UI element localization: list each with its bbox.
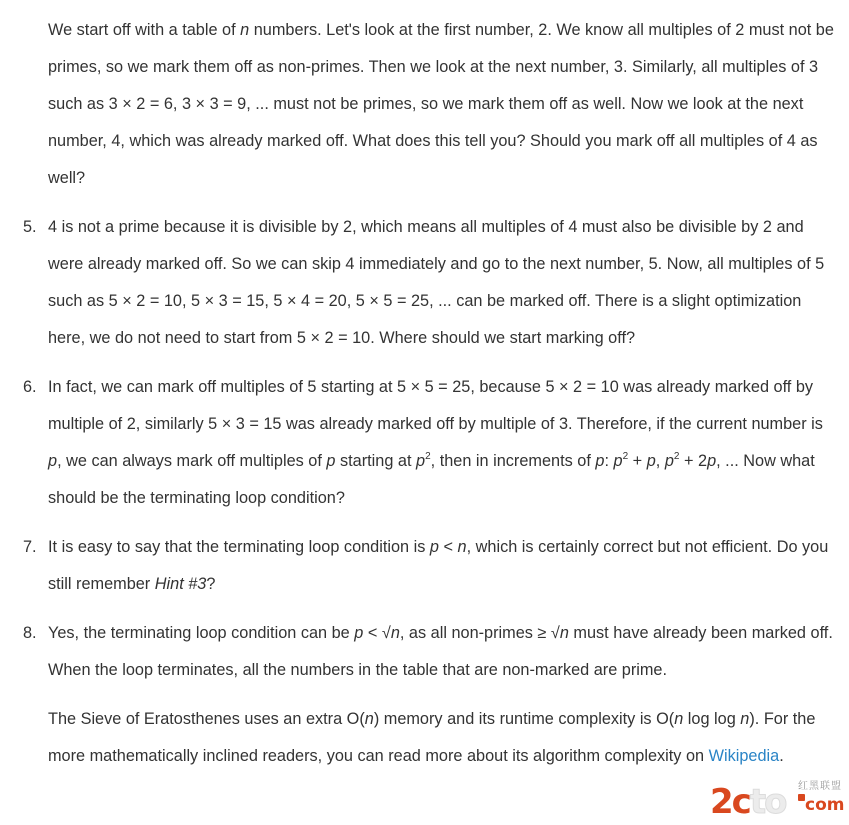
closing-paragraph: The Sieve of Eratosthenes uses an extra O(n) memory and its runtime complexity is O(n log log n). For the more mathematically inclined readers, you can read more about its algorithm complexity on Wikipedia.	[48, 710, 816, 765]
site-watermark-logo	[710, 780, 848, 824]
list-number: 8.	[23, 624, 37, 642]
list-item-text: It is easy to say that the terminating loop condition is p < n, which is certainly correct but not efficient. Do you still remember Hint #3?	[48, 538, 829, 593]
watermark-chinese-text: 红黑联盟	[798, 781, 842, 792]
article-content	[0, 12, 849, 787]
list-item-text: 4 is not a prime because it is divisible by 2, which means all multiples of 4 must also be divisible by 2 and were already marked off. So we can skip 4 immediately and go to the next number, 5. Now, all multiples of 5 such as 5 × 2 = 10, 5 × 3 = 15, 5 × 4 = 20, 5 × 5 = 25, ... can be marked off. There is a slight optimization here, we do not need to start from 5 × 2 = 10. Where should we start marking off?	[48, 218, 825, 347]
list-item-8	[23, 615, 840, 689]
list-number: 5.	[23, 218, 37, 236]
list-item-text: Yes, the terminating loop condition can be p < √n, as all non-primes ≥ √n must have already been marked off. When the loop terminates, all the numbers in the table that are non-marked are prime.	[48, 624, 833, 679]
hint-reference: Hint #3	[154, 575, 207, 593]
list-item-7	[23, 529, 840, 603]
list-item-6	[23, 369, 840, 517]
intro-paragraph: We start off with a table of n numbers. Let's look at the first number, 2. We know all multiples of 2 must not be primes, so we mark them off as non-primes. Then we look at the next number, 3. Similarly, all multiples of 3 such as 3 × 2 = 6, 3 × 3 = 9, ... must not be primes, so we mark them off as well. Now we look at the next number, 4, which was already marked off. What does this tell you? Should you mark off all multiples of 4 as well?	[48, 21, 834, 187]
list-item-text: In fact, we can mark off multiples of 5 starting at 5 × 5 = 25, because 5 × 2 = 10 was already marked off by multiple of 2, similarly 5 × 3 = 15 was already marked off by multiple of 3. Therefore, if the current number is p, we can always mark off multiples of p starting at $p^2$, then in increments of p: $p^2 + p$, $p^2 + 2p$, ... Now what should be the terminating loop condition?	[48, 378, 823, 507]
list-number: 6.	[23, 378, 37, 396]
watermark-com: com	[805, 795, 845, 815]
watermark-mark: 2cto	[710, 782, 786, 822]
watermark-dot	[798, 794, 805, 801]
list-item-5	[23, 209, 840, 357]
list-number: 7.	[23, 538, 37, 556]
wikipedia-link[interactable]: Wikipedia	[708, 747, 780, 765]
